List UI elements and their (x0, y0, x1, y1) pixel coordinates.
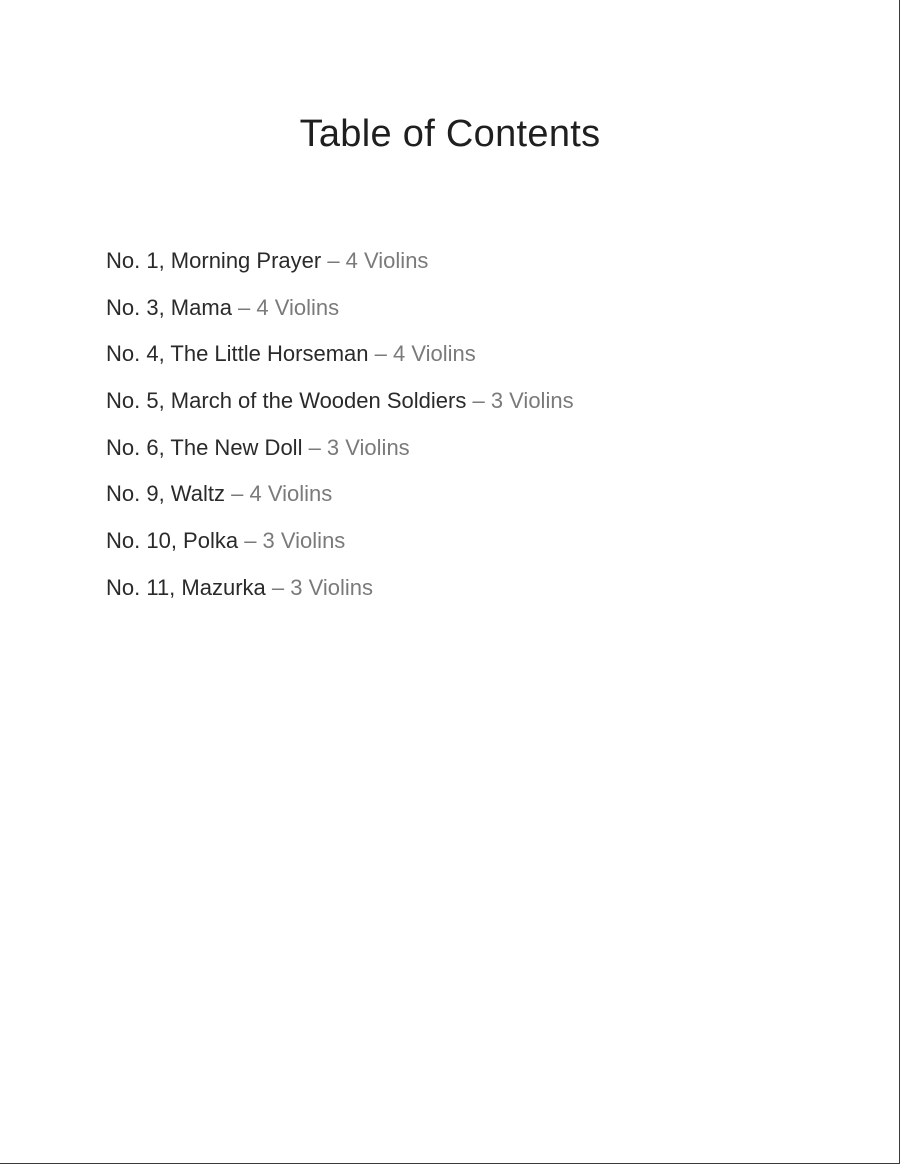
toc-entry (106, 384, 574, 431)
toc-entry-instrumentation: 3 Violins (290, 574, 374, 600)
toc-entry-instrumentation: 3 Violins (490, 388, 574, 414)
toc-separator: – (225, 481, 250, 507)
toc-entry (106, 291, 574, 338)
toc-separator: – (238, 528, 263, 554)
toc-separator: – (466, 388, 491, 414)
toc-entry (106, 431, 574, 478)
toc-entry-name: No. 10, Polka (106, 528, 239, 554)
toc-entry (106, 524, 574, 571)
toc-entry (106, 571, 574, 618)
page-title: Table of Contents (299, 113, 601, 155)
toc-entry-name: No. 3, Mama (106, 294, 232, 320)
toc-entry-name: No. 1, Morning Prayer (106, 248, 322, 273)
toc-separator: – (231, 294, 257, 320)
toc-entry-name: No. 9, Waltz (106, 481, 225, 507)
toc-separator: – (302, 434, 327, 460)
toc-entry-name: No. 5, March of the Wooden Soldiers (106, 388, 467, 414)
toc-entry-instrumentation: 4 Violins (249, 481, 333, 507)
toc-entry-instrumentation: 3 Violins (262, 528, 346, 554)
toc-entry (106, 244, 574, 291)
toc-entry-name: No. 11, Mazurka (106, 574, 266, 600)
toc-entry (106, 477, 574, 524)
toc-separator: – (265, 574, 291, 600)
toc-separator: – (368, 341, 393, 367)
toc-entry-name: No. 4, The Little Horseman (106, 341, 369, 367)
toc-entry-instrumentation: 4 Violins (256, 294, 340, 320)
toc-entry-instrumentation: 4 Violins (345, 248, 429, 273)
toc-entry (106, 337, 574, 384)
toc-list (106, 244, 574, 618)
toc-entry-instrumentation: 4 Violins (392, 341, 476, 367)
toc-entry-name: No. 6, The New Doll (106, 434, 303, 460)
toc-entry-instrumentation: 3 Violins (326, 434, 410, 460)
toc-separator: – (321, 248, 346, 273)
